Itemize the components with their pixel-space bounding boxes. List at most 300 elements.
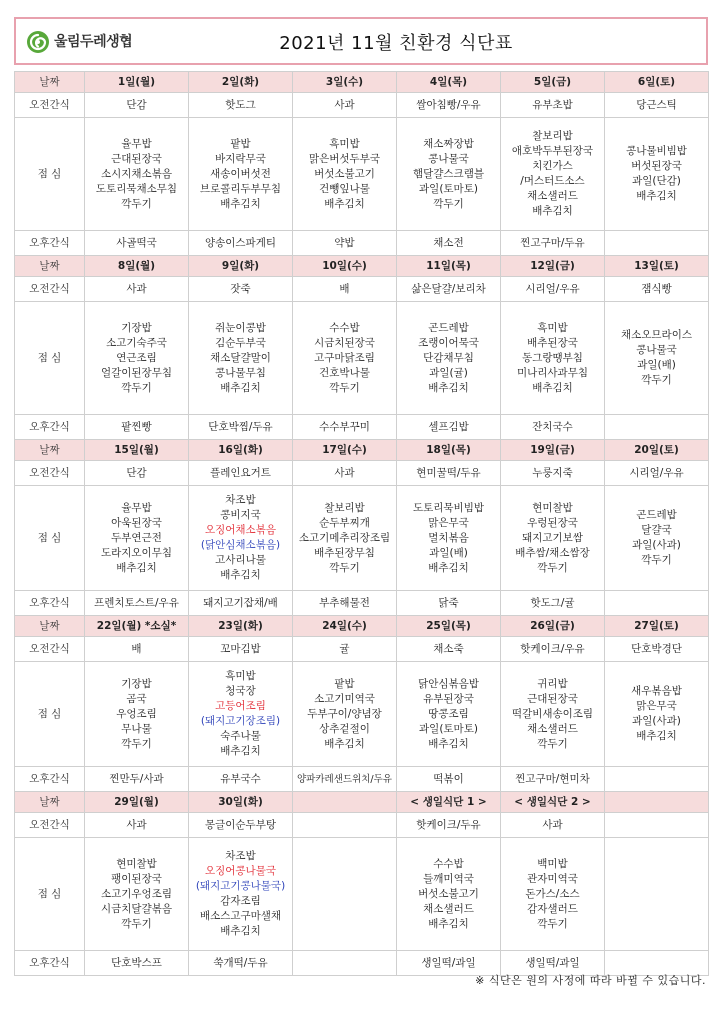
menu-item: 유부된장국	[423, 692, 474, 705]
pm-snack-cell: 생일떡/과일	[397, 951, 501, 976]
menu-item: 배추김치	[532, 381, 573, 394]
menu-item: 율무밥	[121, 137, 152, 150]
menu-item: 배추김치	[636, 190, 677, 202]
menu-item: 버섯소불고기	[314, 167, 375, 180]
date-cell: 16일(화)	[189, 440, 293, 461]
am-snack-cell: 시리얼/우유	[501, 277, 605, 302]
date-label: 날짜	[15, 440, 85, 461]
menu-item: 배추된장무침	[314, 546, 375, 559]
menu-item: 관자미역국	[527, 872, 578, 885]
date-cell: < 생일식단 1 >	[397, 792, 501, 813]
menu-table	[14, 71, 709, 976]
menu-item: 애호박두부된장국	[511, 145, 594, 157]
date-cell: 15일(월)	[85, 440, 189, 461]
pm-snack-row	[15, 767, 709, 792]
spiral-leaf-icon	[26, 30, 50, 54]
lunch-cell	[397, 662, 501, 767]
menu-item: 근대된장국	[527, 692, 578, 705]
menu-item: 배추김치	[116, 561, 157, 574]
menu-item: 깍두기	[121, 197, 152, 210]
header-box	[14, 17, 708, 65]
menu-item: 깍두기	[641, 554, 672, 566]
date-cell: 23일(화)	[189, 616, 293, 637]
date-cell: 24일(수)	[293, 616, 397, 637]
lunch-cell	[605, 838, 709, 951]
menu-item: (돼지고기콩나물국)	[195, 880, 286, 892]
menu-item: 깍두기	[121, 917, 152, 930]
am-snack-cell: 채소죽	[397, 637, 501, 662]
menu-item: 미나리사과무침	[516, 366, 588, 379]
menu-item: 배소스고구마샐채	[199, 910, 282, 922]
menu-item: 맑은버섯두부국	[308, 152, 380, 165]
date-cell	[293, 792, 397, 813]
menu-item: 깍두기	[121, 381, 152, 394]
date-cell: < 생일식단 2 >	[501, 792, 605, 813]
am-snack-cell: 사과	[293, 93, 397, 118]
menu-item: 콩비지국	[220, 509, 261, 521]
pm-snack-label: 오후간식	[15, 591, 85, 616]
menu-item: 우엉조림	[116, 707, 157, 720]
menu-item: 오징어콩나물국	[204, 865, 276, 877]
menu-item: 찰보리밥	[324, 501, 365, 514]
menu-item: 과일(사과)	[632, 539, 681, 551]
menu-item: 깍두기	[329, 381, 360, 394]
pm-snack-cell: 사골떡국	[85, 231, 189, 256]
pm-snack-cell	[605, 415, 709, 440]
am-snack-cell: 유부초밥	[501, 93, 605, 118]
lunch-cell	[189, 486, 293, 591]
footnote: ※ 식단은 원의 사정에 따라 바뀔 수 있습니다.	[475, 974, 706, 987]
menu-item: 소고기우엉조림	[100, 887, 172, 900]
menu-item: 배추김치	[428, 737, 469, 750]
menu-item: 찰보리밥	[532, 130, 573, 142]
lunch-cell	[605, 662, 709, 767]
lunch-cell	[501, 662, 605, 767]
menu-item: 귀리밥	[537, 677, 568, 690]
lunch-cell	[189, 302, 293, 415]
pm-snack-label: 오후간식	[15, 415, 85, 440]
menu-item: 고구마닭조림	[314, 351, 375, 364]
menu-item: 버섯된장국	[631, 160, 682, 172]
menu-item: 상추겉절이	[319, 722, 370, 735]
menu-item: 배추김치	[428, 561, 469, 574]
am-snack-cell: 배	[85, 637, 189, 662]
am-snack-cell	[605, 813, 709, 838]
menu-item: 과일(귤)	[429, 366, 468, 379]
pm-snack-label: 오후간식	[15, 767, 85, 792]
menu-item: 숙주나물	[220, 730, 261, 742]
menu-item: 버섯소불고기	[418, 887, 479, 900]
menu-item: 기장밥	[121, 321, 152, 334]
date-cell: 2일(화)	[189, 72, 293, 93]
menu-item: 깍두기	[537, 737, 568, 750]
am-snack-cell: 단호박경단	[605, 637, 709, 662]
menu-item: 근대된장국	[111, 152, 162, 165]
menu-item: 깍두기	[433, 197, 464, 210]
menu-item: 두부구이/양념장	[307, 707, 382, 720]
menu-item: 시금치달걀볶음	[100, 902, 172, 915]
lunch-cell	[293, 118, 397, 231]
am-snack-cell: 핫도그	[189, 93, 293, 118]
date-cell: 3일(수)	[293, 72, 397, 93]
am-snack-cell	[293, 813, 397, 838]
menu-item: 돼지고기보쌈	[522, 531, 583, 544]
am-snack-cell: 단감	[85, 93, 189, 118]
lunch-cell	[605, 118, 709, 231]
menu-item: 연근조림	[116, 351, 157, 364]
pm-snack-cell: 약밥	[293, 231, 397, 256]
menu-item: (돼지고기장조림)	[200, 715, 281, 727]
menu-item: 깍두기	[537, 561, 568, 574]
page-title: 2021년 11월 친환경 식단표	[279, 33, 513, 54]
lunch-cell	[189, 662, 293, 767]
menu-item: 얼갈이된장무침	[100, 366, 172, 379]
lunch-cell	[85, 838, 189, 951]
pm-snack-cell	[605, 767, 709, 792]
lunch-row	[15, 302, 709, 415]
menu-item: 치킨가스	[532, 160, 573, 172]
pm-snack-cell: 쑥개떡/두유	[189, 951, 293, 976]
lunch-label: 점 심	[15, 302, 85, 415]
lunch-cell	[501, 486, 605, 591]
menu-item: 우렁된장국	[527, 516, 578, 529]
date-cell: 9일(화)	[189, 256, 293, 277]
date-cell: 29일(월)	[85, 792, 189, 813]
pm-snack-row	[15, 231, 709, 256]
menu-item: 바지락무국	[215, 152, 266, 165]
menu-item: 배추김치	[532, 205, 573, 217]
menu-item: 흑미밥	[329, 137, 360, 150]
lunch-cell	[397, 486, 501, 591]
menu-item: 현미찰밥	[532, 501, 573, 514]
menu-item: 들깨미역국	[423, 872, 474, 885]
menu-item: 배추김치	[428, 381, 469, 394]
menu-item: 맑은무국	[428, 516, 469, 529]
am-snack-cell: 잣죽	[189, 277, 293, 302]
pm-snack-cell: 양송이스파게티	[189, 231, 293, 256]
menu-item: 달걀국	[641, 524, 672, 536]
date-cell: 18일(목)	[397, 440, 501, 461]
menu-item: 과일(사과)	[632, 715, 681, 727]
pm-snack-cell: 셀프김밥	[397, 415, 501, 440]
menu-item: 단감채무침	[423, 351, 474, 364]
menu-item: 고등어조림	[215, 700, 266, 712]
am-snack-cell: 사과	[85, 813, 189, 838]
menu-item: 배추김치	[220, 569, 261, 581]
date-label: 날짜	[15, 72, 85, 93]
menu-item: 동그랑땡부침	[522, 351, 583, 364]
menu-item: 콩나물국	[428, 152, 469, 165]
menu-item: 소시지채소볶음	[100, 167, 172, 180]
lunch-cell	[605, 486, 709, 591]
pm-snack-cell: 떡볶이	[397, 767, 501, 792]
am-snack-cell: 배	[293, 277, 397, 302]
menu-item: /머스터드소스	[520, 175, 585, 187]
pm-snack-cell: 찐고구마/현미차	[501, 767, 605, 792]
menu-item: 깍두기	[641, 374, 672, 386]
lunch-cell	[605, 302, 709, 415]
lunch-label: 점 심	[15, 118, 85, 231]
am-snack-label: 오전간식	[15, 93, 85, 118]
menu-item: 흑미밥	[537, 321, 568, 334]
menu-item: 브로콜리두부무침	[199, 182, 282, 195]
pm-snack-cell: 단호박찜/두유	[189, 415, 293, 440]
menu-item: 돈가스/소스	[525, 887, 580, 900]
am-snack-row	[15, 93, 709, 118]
menu-item: 과일(토마토)	[419, 722, 478, 735]
am-snack-cell: 꼬마김밥	[189, 637, 293, 662]
menu-item: 수수밥	[433, 857, 464, 870]
menu-item: 기장밥	[121, 677, 152, 690]
date-cell: 30일(화)	[189, 792, 293, 813]
am-snack-cell: 핫케이크/우유	[501, 637, 605, 662]
menu-item: 김순두부국	[215, 336, 266, 349]
date-row	[15, 792, 709, 813]
date-row	[15, 256, 709, 277]
date-cell: 13일(토)	[605, 256, 709, 277]
date-cell: 8일(월)	[85, 256, 189, 277]
menu-item: 깍두기	[121, 737, 152, 750]
date-row	[15, 72, 709, 93]
am-snack-label: 오전간식	[15, 461, 85, 486]
lunch-label: 점 심	[15, 486, 85, 591]
date-cell: 17일(수)	[293, 440, 397, 461]
date-label: 날짜	[15, 256, 85, 277]
menu-item: 배추김치	[220, 925, 261, 937]
menu-item: 멸치볶음	[428, 531, 469, 544]
pm-snack-row	[15, 415, 709, 440]
date-row	[15, 440, 709, 461]
am-snack-cell: 삶은달걀/보리차	[397, 277, 501, 302]
menu-item: 과일(토마토)	[419, 182, 478, 195]
pm-snack-cell: 양파카레샌드위치/두유	[293, 767, 397, 792]
menu-item: 콩나물무침	[215, 366, 266, 379]
menu-item: 건호박나물	[319, 366, 370, 379]
pm-snack-cell: 프렌치토스트/우유	[85, 591, 189, 616]
lunch-cell	[501, 302, 605, 415]
pm-snack-cell: 돼지고기잡채/배	[189, 591, 293, 616]
menu-item: 소고기메추리장조림	[298, 531, 391, 544]
am-snack-cell: 누룽지죽	[501, 461, 605, 486]
coop-logo	[26, 26, 166, 56]
lunch-cell	[397, 302, 501, 415]
menu-item: 두부연근전	[111, 531, 162, 544]
menu-item: 채소짜장밥	[423, 137, 474, 150]
am-snack-cell: 사과	[85, 277, 189, 302]
menu-item: 오징어채소볶음	[204, 524, 276, 536]
lunch-cell	[85, 662, 189, 767]
menu-item: 땅콩조림	[428, 707, 469, 720]
date-cell: 10일(수)	[293, 256, 397, 277]
am-snack-cell: 사과	[293, 461, 397, 486]
date-row	[15, 616, 709, 637]
menu-item: 배추김치	[428, 917, 469, 930]
menu-item: 깍두기	[329, 561, 360, 574]
pm-snack-cell	[293, 951, 397, 976]
menu-item: 쥐눈이콩밥	[215, 321, 266, 334]
menu-item: 팽이된장국	[111, 872, 162, 885]
lunch-row	[15, 838, 709, 951]
date-cell: 20일(토)	[605, 440, 709, 461]
am-snack-label: 오전간식	[15, 277, 85, 302]
date-cell: 19일(금)	[501, 440, 605, 461]
menu-item: 배추김치	[220, 197, 261, 210]
date-cell: 22일(월) *소실*	[85, 616, 189, 637]
logo-text: 울림두레생협	[54, 34, 133, 50]
pm-snack-cell: 잔치국수	[501, 415, 605, 440]
menu-item: 곤드레밥	[636, 509, 677, 521]
pm-snack-row	[15, 591, 709, 616]
date-cell: 1일(월)	[85, 72, 189, 93]
pm-snack-cell: 유부국수	[189, 767, 293, 792]
pm-snack-cell	[605, 231, 709, 256]
pm-snack-cell	[605, 591, 709, 616]
menu-item: 감자샐러드	[527, 902, 578, 915]
date-cell: 27일(토)	[605, 616, 709, 637]
menu-item: 곤드레밥	[428, 321, 469, 334]
am-snack-cell: 현미꿀떡/두유	[397, 461, 501, 486]
menu-item: 건뺑잎나물	[319, 182, 370, 195]
lunch-cell	[293, 486, 397, 591]
lunch-cell	[85, 302, 189, 415]
am-snack-label: 오전간식	[15, 637, 85, 662]
am-snack-row	[15, 637, 709, 662]
menu-item: (닭안심채소볶음)	[200, 539, 281, 551]
lunch-cell	[293, 838, 397, 951]
menu-item: 햄달걀스크램블	[412, 167, 484, 180]
lunch-label: 점 심	[15, 838, 85, 951]
lunch-cell	[397, 838, 501, 951]
lunch-cell	[189, 838, 293, 951]
lunch-row	[15, 118, 709, 231]
date-label: 날짜	[15, 792, 85, 813]
menu-item: 조랭이어묵국	[418, 336, 479, 349]
am-snack-cell: 귤	[293, 637, 397, 662]
menu-item: 채소달걀말이	[210, 351, 271, 364]
menu-item: 팥밥	[230, 137, 251, 150]
menu-item: 배추김치	[636, 730, 677, 742]
menu-item: 순두부찌개	[319, 516, 370, 529]
menu-item: 시금치된장국	[314, 336, 375, 349]
am-snack-cell: 플레인요거트	[189, 461, 293, 486]
menu-item: 도토리묵비빔밥	[412, 501, 484, 514]
menu-item: 채소오므라이스	[620, 329, 692, 341]
lunch-row	[15, 486, 709, 591]
menu-item: 곰국	[126, 692, 147, 705]
am-snack-cell: 잼식빵	[605, 277, 709, 302]
pm-snack-cell: 팥찐빵	[85, 415, 189, 440]
date-cell: 5일(금)	[501, 72, 605, 93]
pm-snack-cell: 채소전	[397, 231, 501, 256]
pm-snack-cell: 수수부꾸미	[293, 415, 397, 440]
lunch-cell	[189, 118, 293, 231]
date-cell: 26일(금)	[501, 616, 605, 637]
menu-item: 채소샐러드	[423, 902, 474, 915]
menu-item: 배추김치	[220, 381, 261, 394]
am-snack-row	[15, 277, 709, 302]
pm-snack-label: 오후간식	[15, 951, 85, 976]
lunch-cell	[85, 118, 189, 231]
menu-item: 현미찰밥	[116, 857, 157, 870]
am-snack-row	[15, 813, 709, 838]
menu-item: 새송이버섯전	[210, 167, 271, 180]
lunch-cell	[293, 302, 397, 415]
menu-item: 고사리나물	[215, 554, 266, 566]
menu-item: 소고기미역국	[314, 692, 375, 705]
menu-item: 팥밥	[334, 677, 355, 690]
pm-snack-cell: 찐고구마/두유	[501, 231, 605, 256]
pm-snack-cell: 닭죽	[397, 591, 501, 616]
menu-item: 무나물	[121, 722, 152, 735]
menu-item: 깍두기	[537, 917, 568, 930]
pm-snack-cell: 부추해물전	[293, 591, 397, 616]
menu-item: 과일(배)	[429, 546, 468, 559]
menu-item: 소고기숙주국	[106, 336, 167, 349]
lunch-cell	[85, 486, 189, 591]
menu-item: 새우볶음밥	[631, 685, 682, 697]
menu-item: 차조밥	[225, 850, 256, 862]
menu-item: 배추김치	[220, 745, 261, 757]
menu-item: 맑은무국	[636, 700, 677, 712]
menu-item: 과일(단감)	[632, 175, 681, 187]
am-snack-row	[15, 461, 709, 486]
pm-snack-cell: 핫도그/귤	[501, 591, 605, 616]
date-cell: 12일(금)	[501, 256, 605, 277]
lunch-cell	[397, 118, 501, 231]
menu-item: 닭안심볶음밥	[418, 677, 479, 690]
date-cell: 6일(토)	[605, 72, 709, 93]
menu-item: 배추된장국	[527, 336, 578, 349]
menu-item: 흑미밥	[225, 670, 256, 682]
menu-item: 채소샐러드	[527, 190, 578, 202]
menu-item: 배추김치	[324, 737, 365, 750]
menu-item: 아욱된장국	[111, 516, 162, 529]
lunch-cell	[501, 118, 605, 231]
date-label: 날짜	[15, 616, 85, 637]
date-cell: 11일(목)	[397, 256, 501, 277]
menu-item: 과일(배)	[637, 359, 676, 371]
menu-item: 차조밥	[225, 494, 256, 506]
menu-item: 수수밥	[329, 321, 360, 334]
menu-item: 도토리묵채소무침	[95, 182, 178, 195]
lunch-cell	[293, 662, 397, 767]
date-cell	[605, 792, 709, 813]
pm-snack-cell: 생일떡/과일	[501, 951, 605, 976]
menu-item: 감자조림	[220, 895, 261, 907]
lunch-row	[15, 662, 709, 767]
am-snack-cell: 몽글이순두부탕	[189, 813, 293, 838]
am-snack-cell: 쌀아침빵/우유	[397, 93, 501, 118]
am-snack-label: 오전간식	[15, 813, 85, 838]
am-snack-cell: 당근스틱	[605, 93, 709, 118]
menu-item: 도라지오이무침	[100, 546, 172, 559]
menu-item: 율무밥	[121, 501, 152, 514]
menu-item: 콩나물비빔밥	[626, 145, 687, 157]
pm-snack-cell: 단호박스프	[85, 951, 189, 976]
lunch-label: 점 심	[15, 662, 85, 767]
am-snack-cell: 핫케이크/두유	[397, 813, 501, 838]
menu-item: 백미밥	[537, 857, 568, 870]
menu-item: 채소샐러드	[527, 722, 578, 735]
menu-item: 배추쌈/채소쌈장	[515, 546, 590, 559]
date-cell: 25일(목)	[397, 616, 501, 637]
lunch-cell	[501, 838, 605, 951]
menu-item: 청국장	[225, 685, 256, 697]
am-snack-cell: 시리얼/우유	[605, 461, 709, 486]
pm-snack-label: 오후간식	[15, 231, 85, 256]
date-cell: 4일(목)	[397, 72, 501, 93]
menu-item: 떡갈비새송이조림	[511, 707, 594, 720]
